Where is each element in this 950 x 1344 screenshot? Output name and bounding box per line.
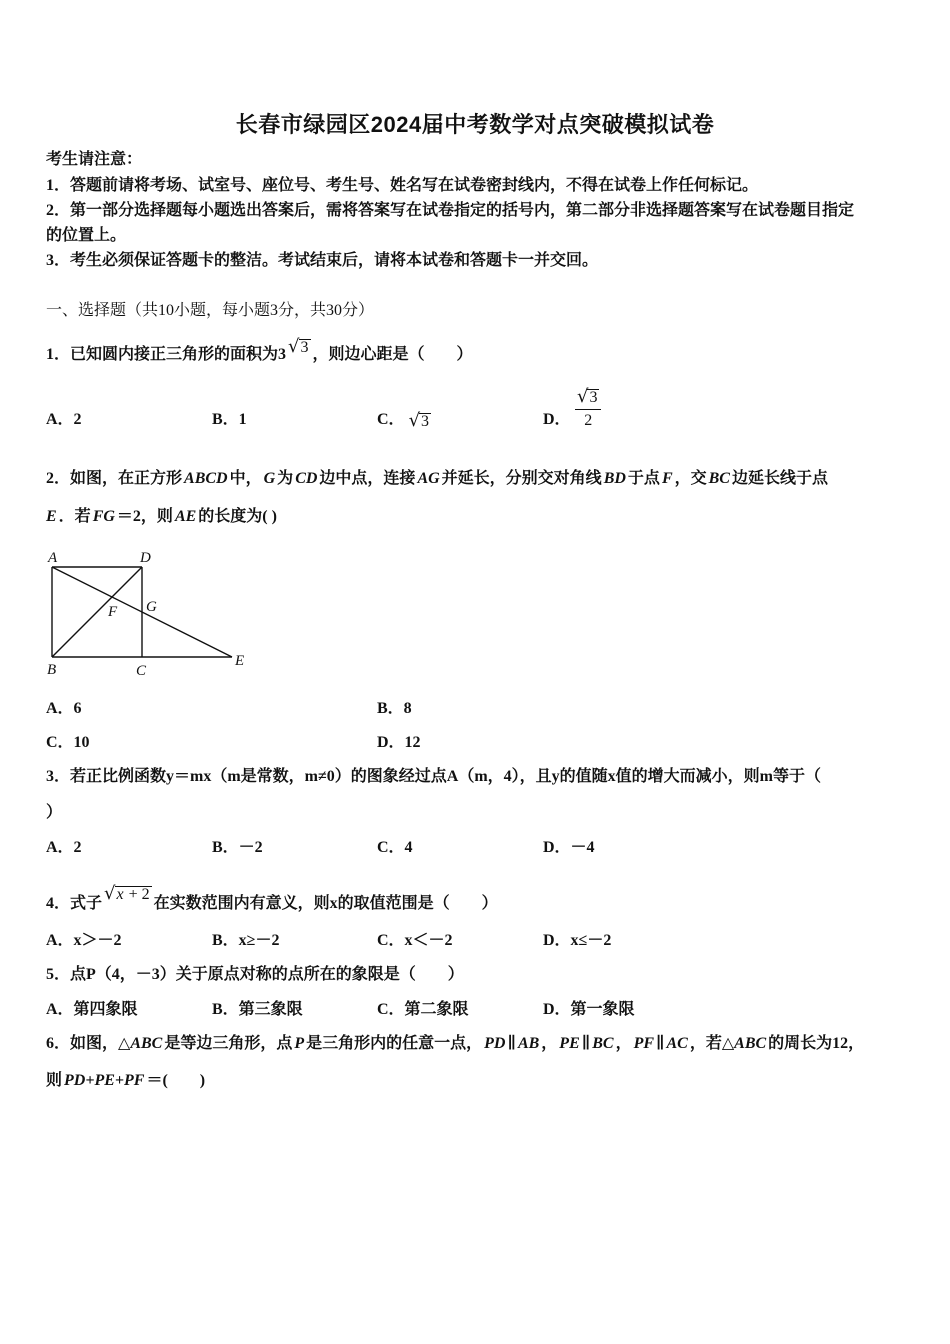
math-variable: PD xyxy=(484,1035,506,1052)
stem-text: 4．式子 xyxy=(46,895,103,912)
fraction xyxy=(575,387,601,431)
question-4-option-a: A．x＞－2 xyxy=(46,932,122,949)
notice-item-2-line-2: 的位置上。 xyxy=(46,227,127,244)
stem-text: ，交 xyxy=(674,470,707,487)
question-4-option-b: B．x≥－2 xyxy=(212,932,280,949)
question-5-option-d: D．第一象限 xyxy=(543,1001,635,1018)
stem-text: 是等边三角形，点 xyxy=(164,1035,293,1052)
point-label-b: B xyxy=(47,662,57,678)
question-3-option-c: C．4 xyxy=(377,839,413,856)
question-3-option-a: A．2 xyxy=(46,839,82,856)
question-2-stem-line-2 xyxy=(46,507,277,527)
radicand: 3 xyxy=(421,413,430,430)
stem-text: 边中点，连接 xyxy=(319,470,416,487)
question-1-stem-text-end: ，则边心距是（ ） xyxy=(312,346,473,363)
point-label-a: A xyxy=(48,550,58,566)
math-variable: FG xyxy=(92,508,115,525)
radicand xyxy=(115,886,152,903)
parallel-symbol: ∥ xyxy=(507,1035,516,1052)
question-5-stem: 5．点P（4，－3）关于原点对称的点所在的象限是（ ） xyxy=(46,966,464,983)
sqrt-expression xyxy=(288,337,310,358)
question-1-option-b: B．1 xyxy=(212,411,247,428)
stem-text: ．若 xyxy=(58,508,91,525)
question-6-stem-line-2 xyxy=(46,1071,205,1091)
math-variable: x xyxy=(116,886,124,903)
section-heading: 一、选择题（共10小题，每小题3分，共30分） xyxy=(46,302,375,319)
math-variable: ABC xyxy=(734,1035,767,1052)
math-variable: BC xyxy=(708,470,730,487)
radical-sign: √ xyxy=(288,336,300,357)
question-1-stem xyxy=(46,337,473,365)
question-1-option-d xyxy=(543,386,598,430)
question-2-stem-line-1 xyxy=(46,469,828,489)
stem-text: ＝2，则 xyxy=(116,508,173,525)
sqrt-expression xyxy=(409,411,431,432)
radical-sign: √ xyxy=(408,410,421,431)
stem-text: 则 xyxy=(46,1072,63,1089)
math-variable: AB xyxy=(517,1035,540,1052)
stem-text: ， xyxy=(615,1035,632,1052)
notice-heading: 考生请注意： xyxy=(46,151,143,168)
question-4-option-d: D．x≤－2 xyxy=(543,932,612,949)
stem-text: 为 xyxy=(277,470,294,487)
question-1-stem-text: 1．已知圆内接正三角形的面积为3 xyxy=(46,346,287,363)
question-4-stem xyxy=(46,884,498,914)
point-label-f: F xyxy=(108,604,118,620)
stem-text: 的周长为12， xyxy=(768,1035,865,1052)
question-2-figure xyxy=(40,545,255,680)
question-3-option-b: B．－2 xyxy=(212,839,263,856)
math-variable: G xyxy=(263,470,276,487)
math-variable: BD xyxy=(603,470,626,487)
question-1-option-c xyxy=(377,410,431,432)
point-label-g: G xyxy=(146,599,157,615)
notice-item-2-line-1: 2．第一部分选择题每小题选出答案后，需将答案写在试卷指定的括号内，第二部分非选择题答案写在试卷题目指定 xyxy=(46,202,855,219)
option-label: D． xyxy=(543,411,571,428)
notice-item-3: 3．考生必须保证答题卡的整洁。考试结束后，请将本试卷和答题卡一并交回。 xyxy=(46,252,599,269)
question-5-option-c: C．第二象限 xyxy=(377,1001,469,1018)
exam-title: 长春市绿园区2024届中考数学对点突破模拟试卷 xyxy=(235,112,715,137)
question-2-option-d: D．12 xyxy=(377,734,421,751)
question-3-stem-line-1: 3．若正比例函数y＝mx（m是常数，m≠0）的图象经过点A（m，4），且y的值随x值的增大而减小，则m等于（ xyxy=(46,768,821,785)
math-variable: P xyxy=(294,1035,305,1052)
stem-text: 中， xyxy=(229,470,262,487)
stem-text: 是三角形内的任意一点， xyxy=(306,1035,483,1052)
math-variable: E xyxy=(46,508,57,525)
stem-text-end: 在实数范围内有意义，则x的取值范围是（ ） xyxy=(153,895,498,912)
point-label-d: D xyxy=(140,550,151,566)
stem-text: 并延长，分别交对角线 xyxy=(441,470,602,487)
question-2-option-c: C．10 xyxy=(46,734,90,751)
question-6-stem-line-1 xyxy=(46,1034,864,1054)
math-variable: F xyxy=(661,470,673,487)
radicand: 3 xyxy=(589,389,598,406)
diagonal-bd xyxy=(52,567,142,657)
radical-sign: √ xyxy=(104,883,116,904)
question-4-option-c: C．x＜－2 xyxy=(377,932,453,949)
stem-text: ， xyxy=(541,1035,558,1052)
math-variable: AE xyxy=(174,508,197,525)
fraction-numerator xyxy=(575,387,601,410)
question-3-stem-line-2: ） xyxy=(46,804,63,821)
math-variable: PF xyxy=(633,1035,655,1052)
parallel-symbol: ∥ xyxy=(581,1035,591,1052)
point-label-c: C xyxy=(136,663,147,679)
stem-text: 的长度为( ) xyxy=(198,508,277,525)
stem-text: 6．如图，△ xyxy=(46,1035,131,1052)
math-variable: AG xyxy=(417,470,440,487)
math-variable: ABC xyxy=(130,1035,163,1052)
math-variable: AC xyxy=(666,1035,688,1052)
math-variable: PE xyxy=(559,1035,580,1052)
point-label-e: E xyxy=(235,653,245,669)
parallel-symbol: ∥ xyxy=(656,1035,665,1052)
option-label: C． xyxy=(377,411,405,428)
stem-text: 2．如图，在正方形 xyxy=(46,470,183,487)
math-variable: ABCD xyxy=(184,470,228,487)
question-5-option-a: A．第四象限 xyxy=(46,1001,138,1018)
radicand-rest: + 2 xyxy=(124,886,150,903)
question-2-option-b: B．8 xyxy=(377,700,412,717)
question-5-option-b: B．第三象限 xyxy=(212,1001,303,1018)
math-variable: BC xyxy=(592,1035,614,1052)
radicand: 3 xyxy=(300,339,309,356)
math-expression: PD+PE+PF xyxy=(64,1072,145,1089)
stem-text: 边延长线于点 xyxy=(731,470,828,487)
sqrt-expression xyxy=(577,387,599,408)
fraction-denominator: 2 xyxy=(584,412,593,429)
stem-text: ，若△ xyxy=(689,1035,735,1052)
stem-text: 于点 xyxy=(627,470,660,487)
question-2-option-a: A．6 xyxy=(46,700,82,717)
question-3-option-d: D．－4 xyxy=(543,839,595,856)
notice-item-1: 1．答题前请将考场、试室号、座位号、考生号、姓名写在试卷密封线内，不得在试卷上作任何标记。 xyxy=(46,177,759,194)
stem-text: ＝( ) xyxy=(146,1072,206,1089)
question-1-option-a: A．2 xyxy=(46,411,82,428)
math-variable: CD xyxy=(295,470,318,487)
radical-sign: √ xyxy=(577,386,589,407)
sqrt-expression xyxy=(104,884,152,905)
